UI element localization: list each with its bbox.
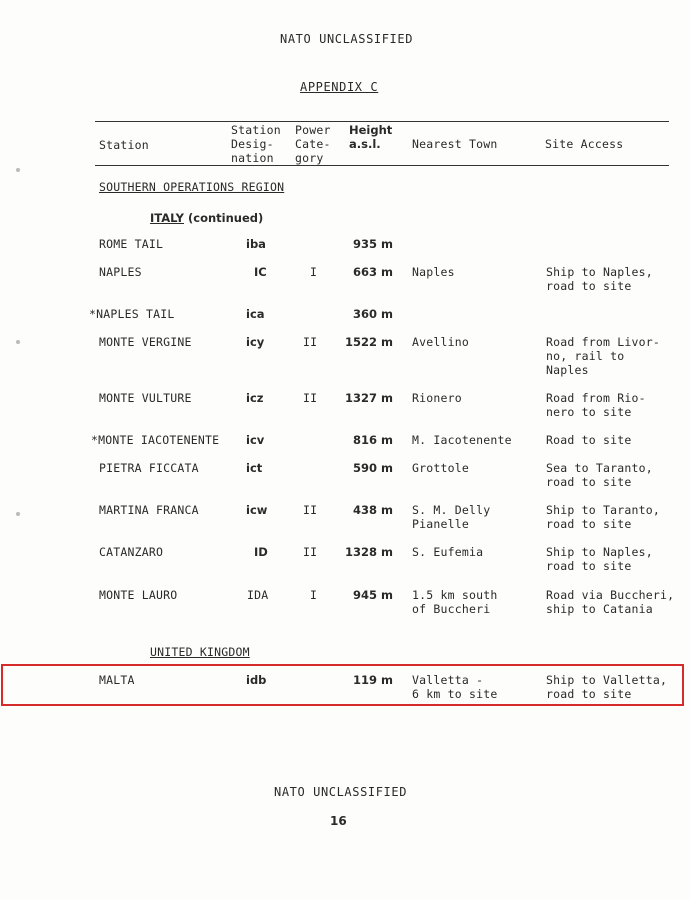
station-designation: ict [246,461,263,475]
section-italy-suffix: (continued) [184,211,264,225]
station-designation: icy [246,335,265,349]
site-access: Road from Livor- no, rail to Naples [546,335,660,377]
station-designation: IDA [247,588,269,602]
station-designation: icz [246,391,264,405]
site-access: Sea to Taranto, road to site [546,461,653,489]
station-name: PIETRA FICCATA [99,461,199,475]
height-asl: 1327 m [345,391,393,405]
site-access: Ship to Taranto, road to site [546,503,660,531]
station-designation: ica [246,307,265,321]
station-name: MALTA [99,673,135,687]
section-italy-country: ITALY [150,211,184,225]
page-number: 16 [330,814,347,828]
station-name: MONTE VULTURE [99,391,192,405]
nearest-town: 1.5 km south of Buccheri [412,588,498,616]
header-rule [95,165,669,166]
site-access: Ship to Naples, road to site [546,265,653,293]
region-heading: SOUTHERN OPERATIONS REGION [99,180,285,194]
height-asl: 663 m [353,265,393,279]
nearest-town: Valletta - 6 km to site [412,673,498,701]
station-designation: iba [246,237,266,251]
height-asl: 590 m [353,461,393,475]
site-access: Ship to Valletta, road to site [546,673,668,701]
station-name: NAPLES [99,265,142,279]
punch-mark [16,512,20,516]
classification-footer: NATO UNCLASSIFIED [274,785,408,799]
punch-mark [16,340,20,344]
col-header-town: Nearest Town [412,137,498,151]
nearest-town: S. M. Delly Pianelle [412,503,491,531]
height-asl: 935 m [353,237,393,251]
height-asl: 1522 m [345,335,393,349]
station-name: MONTE LAURO [99,588,178,602]
station-designation: IC [254,265,267,279]
nearest-town: Naples [412,265,455,279]
col-header-power: Power Cate- gory [295,123,331,165]
col-header-access: Site Access [545,137,624,151]
nearest-town: Rionero [412,391,462,405]
power-category: II [303,335,318,349]
nearest-town: Avellino [412,335,469,349]
classification-header: NATO UNCLASSIFIED [280,32,414,46]
station-name: CATANZARO [99,545,164,559]
power-category: II [303,391,318,405]
top-rule [95,121,669,122]
power-category: II [303,545,318,559]
nearest-town: Grottole [412,461,469,475]
nearest-town: M. Iacotenente [412,433,512,447]
station-name: MARTINA FRANCA [99,503,199,517]
nearest-town: S. Eufemia [412,545,484,559]
height-asl: 816 m [353,433,393,447]
power-category: I [310,588,318,602]
power-category: I [310,265,318,279]
col-header-height: Height a.s.l. [349,123,393,151]
punch-mark [16,168,20,172]
station-designation: icw [246,503,268,517]
site-access: Ship to Naples, road to site [546,545,653,573]
station-name: *NAPLES TAIL [89,307,175,321]
station-designation: idb [246,673,267,687]
page-title: APPENDIX C [300,80,379,94]
station-designation: icv [246,433,265,447]
col-header-station: Station [99,138,149,152]
station-name: ROME TAIL [99,237,164,251]
height-asl: 360 m [353,307,393,321]
site-access: Road from Rio- nero to site [546,391,646,419]
station-name: MONTE VERGINE [99,335,192,349]
section-italy [150,207,263,226]
station-designation: ID [254,545,268,559]
col-header-designation: Station Desig- nation [231,123,281,165]
height-asl: 1328 m [345,545,393,559]
station-name: *MONTE IACOTENENTE [91,433,220,447]
height-asl: 438 m [353,503,393,517]
section-uk: UNITED KINGDOM [150,645,250,659]
height-asl: 119 m [353,673,393,687]
power-category: II [303,503,318,517]
height-asl: 945 m [353,588,393,602]
site-access: Road via Buccheri, ship to Catania [546,588,675,616]
site-access: Road to site [546,433,632,447]
